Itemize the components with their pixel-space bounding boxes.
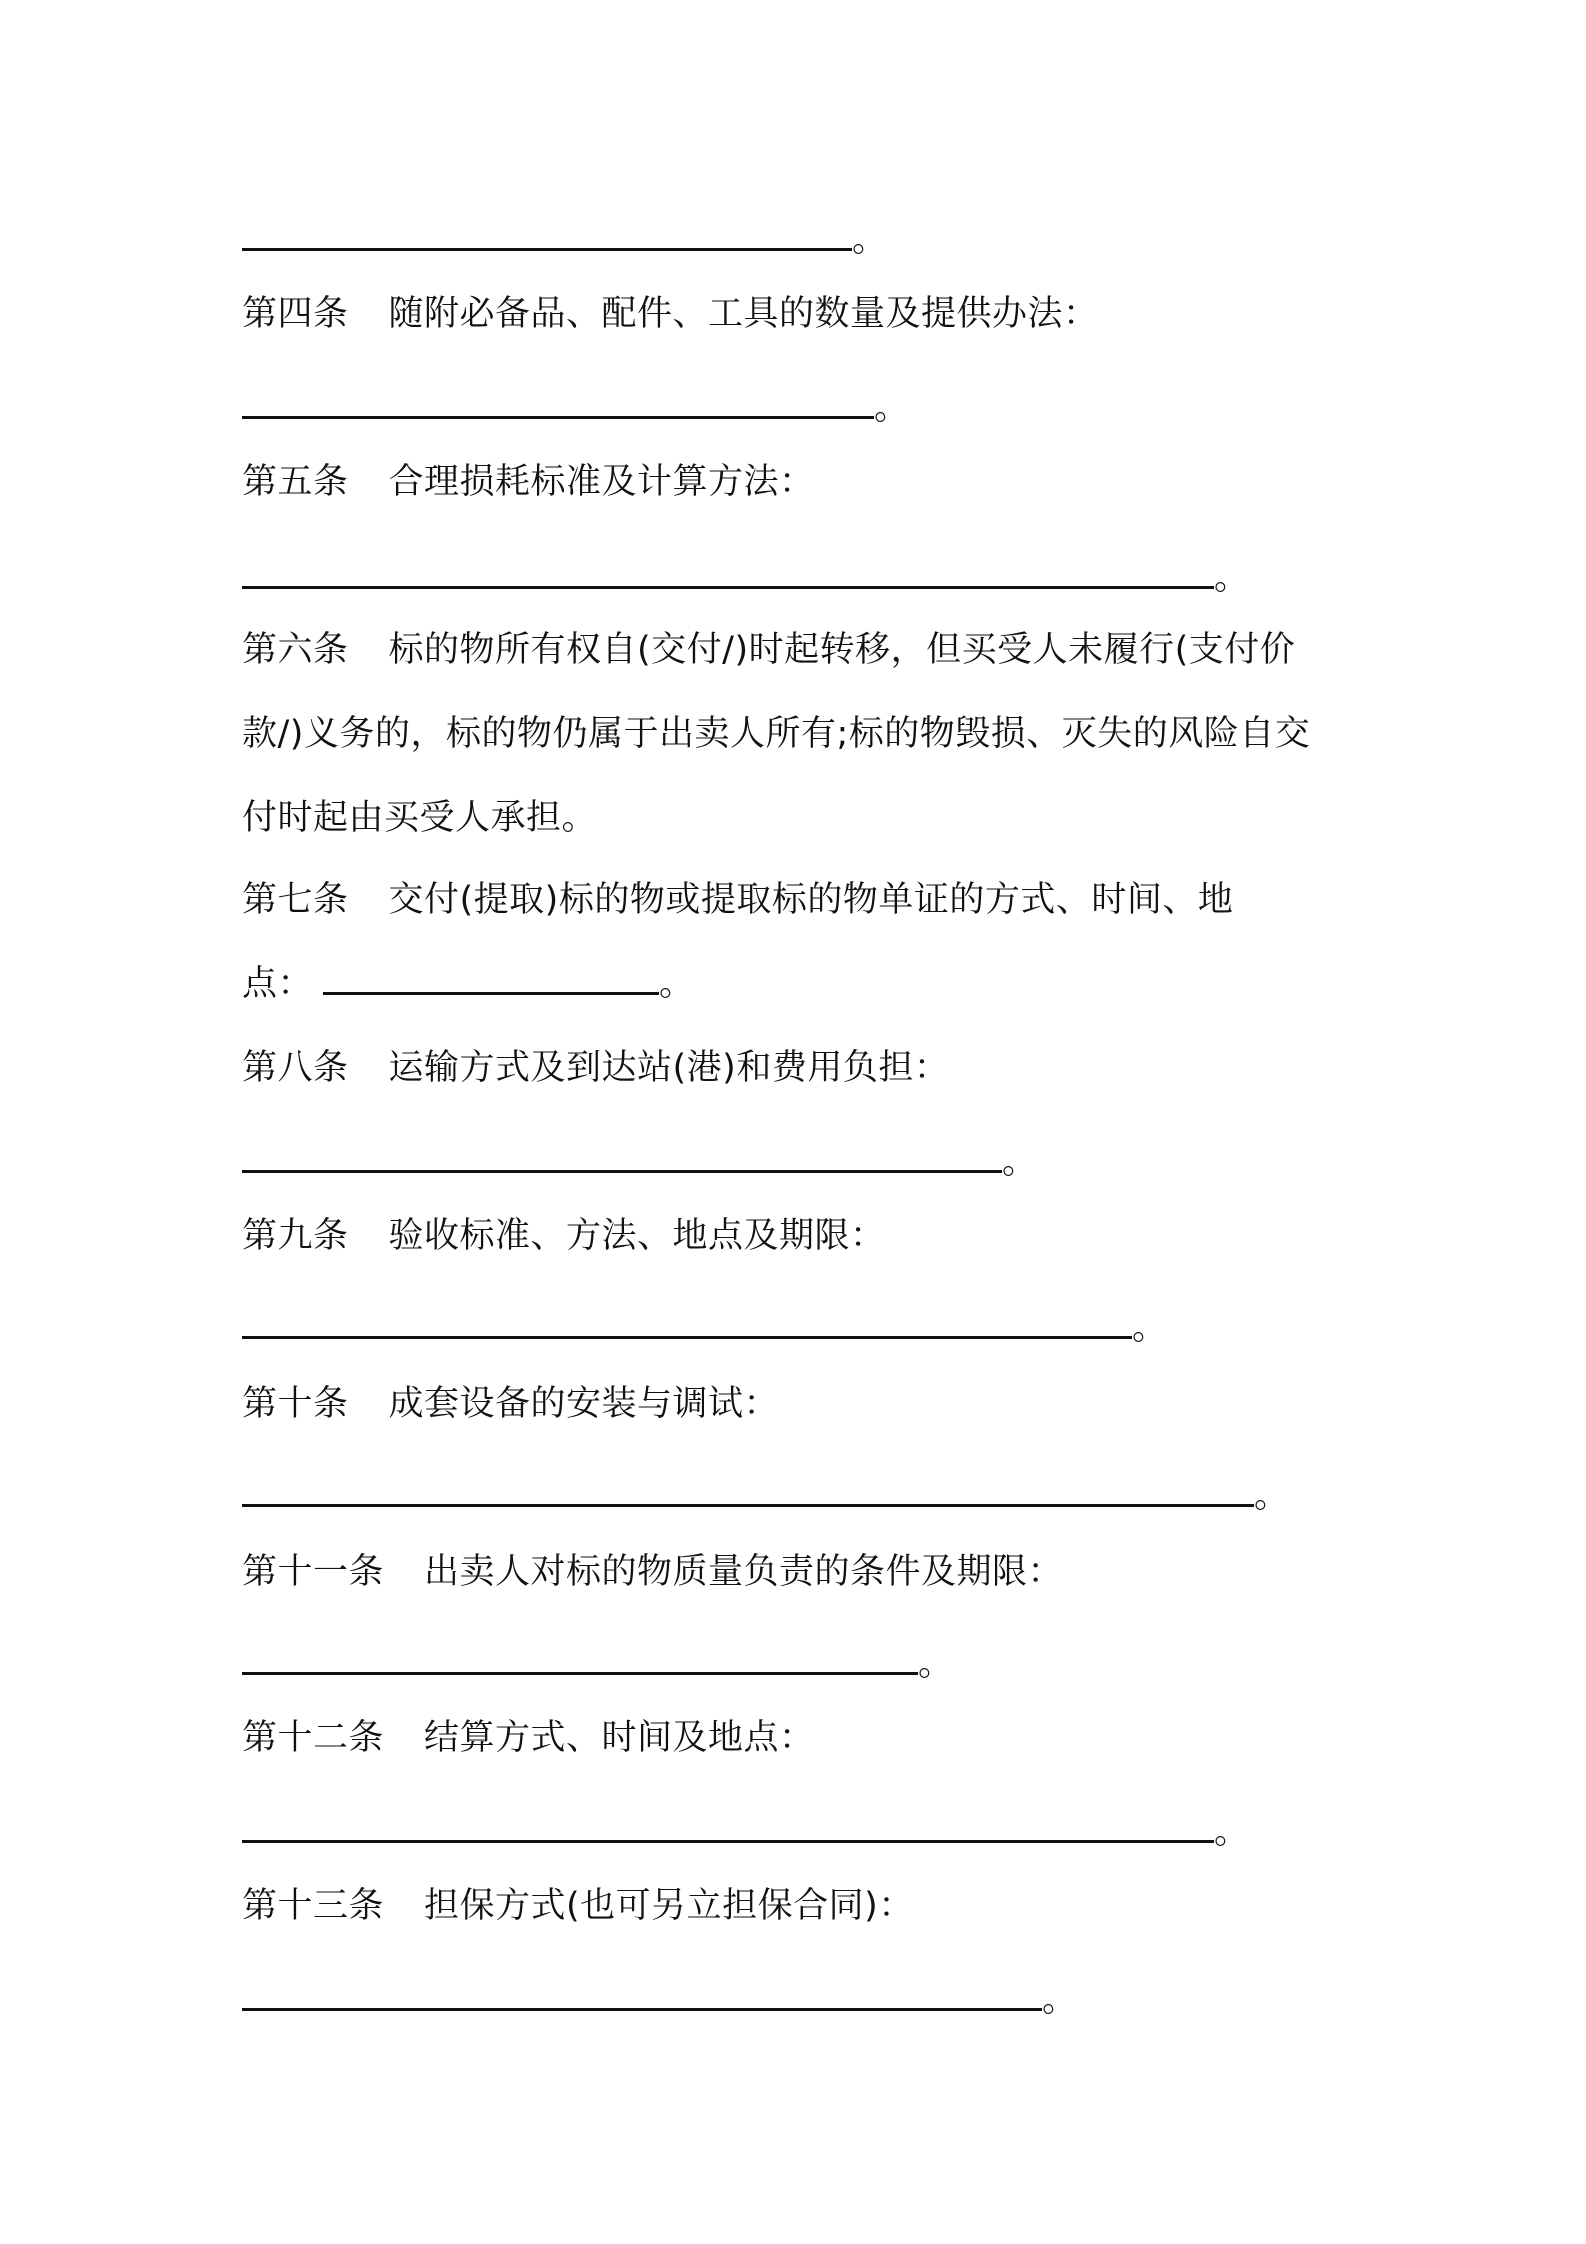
- blank-line-article-8: [242, 1140, 1038, 1184]
- article-11-heading: [242, 1550, 1063, 1594]
- article-text: 款/)义务的，标的物仍属于出卖人所有;标的物毁损、灭失的风险自交: [242, 714, 1311, 754]
- fill-in-blank: [242, 386, 874, 419]
- article-text: 运输方式及到达站(港)和费用负担：: [388, 1048, 950, 1088]
- article-6-heading: [242, 628, 1295, 672]
- blank-line-1: [242, 218, 888, 262]
- article-number: 第五条: [242, 462, 349, 502]
- article-number: 第四条: [242, 294, 349, 334]
- period-mark: 。: [852, 220, 888, 260]
- article-13-heading: [242, 1884, 914, 1928]
- fill-in-blank: [242, 1978, 1042, 2011]
- article-text: 成套设备的安装与调试：: [388, 1384, 780, 1424]
- article-text: 合理损耗标准及计算方法：: [388, 462, 815, 502]
- fill-in-blank: [242, 1642, 918, 1675]
- article-number: 第十条: [242, 1384, 349, 1424]
- article-5-heading: [242, 460, 815, 504]
- fill-in-blank: [242, 1474, 1254, 1507]
- fill-in-blank: [242, 1140, 1002, 1173]
- period-mark: 。: [918, 1644, 954, 1684]
- article-text: 担保方式(也可另立担保合同)：: [424, 1886, 914, 1926]
- period-mark: 。: [1002, 1142, 1038, 1182]
- article-6-line-3: [242, 796, 597, 840]
- article-number: 第八条: [242, 1048, 349, 1088]
- article-text: 标的物所有权自(交付/)时起转移，但买受人未履行(支付价: [388, 630, 1296, 670]
- article-7-line-2: [242, 962, 695, 1006]
- blank-line-article-5: [242, 556, 1250, 600]
- period-mark: 。: [874, 388, 910, 428]
- article-text: 交付(提取)标的物或提取标的物单证的方式、时间、地: [388, 880, 1234, 920]
- fill-in-blank: [242, 556, 1214, 589]
- article-number: 第六条: [242, 630, 349, 670]
- article-number: 第九条: [242, 1216, 349, 1256]
- article-7-heading: [242, 878, 1233, 922]
- blank-line-article-4: [242, 386, 910, 430]
- article-4-heading: [242, 292, 1099, 336]
- fill-in-blank: [242, 218, 852, 251]
- fill-in-blank: [242, 1810, 1214, 1843]
- article-number: 第十三条: [242, 1886, 385, 1926]
- article-number: 第十二条: [242, 1718, 385, 1758]
- article-text: 结算方式、时间及地点：: [424, 1718, 815, 1758]
- period-mark: 。: [1132, 1308, 1168, 1348]
- article-text: 出卖人对标的物质量负责的条件及期限：: [424, 1552, 1064, 1592]
- period-mark: 。: [1214, 1812, 1250, 1852]
- blank-line-article-9: [242, 1306, 1168, 1350]
- period-mark: 。: [1214, 558, 1250, 598]
- article-text: 点：: [242, 964, 314, 1004]
- blank-line-article-13: [242, 1978, 1078, 2022]
- period-mark: 。: [1254, 1476, 1290, 1516]
- article-text: 付时起由买受人承担。: [242, 798, 598, 838]
- article-9-heading: [242, 1214, 886, 1258]
- blank-line-article-12: [242, 1810, 1250, 1854]
- article-12-heading: [242, 1716, 815, 1760]
- article-8-heading: [242, 1046, 949, 1090]
- blank-line-article-10: [242, 1474, 1290, 1518]
- blank-line-article-11: [242, 1642, 954, 1686]
- fill-in-blank: [323, 962, 659, 995]
- article-number: 第七条: [242, 880, 349, 920]
- article-text: 随附必备品、配件、工具的数量及提供办法：: [388, 294, 1099, 334]
- article-number: 第十一条: [242, 1552, 385, 1592]
- fill-in-blank: [242, 1306, 1132, 1339]
- article-text: 验收标准、方法、地点及期限：: [388, 1216, 886, 1256]
- article-6-line-2: [242, 712, 1310, 756]
- period-mark: 。: [659, 964, 695, 1004]
- article-10-heading: [242, 1382, 779, 1426]
- period-mark: 。: [1042, 1980, 1078, 2020]
